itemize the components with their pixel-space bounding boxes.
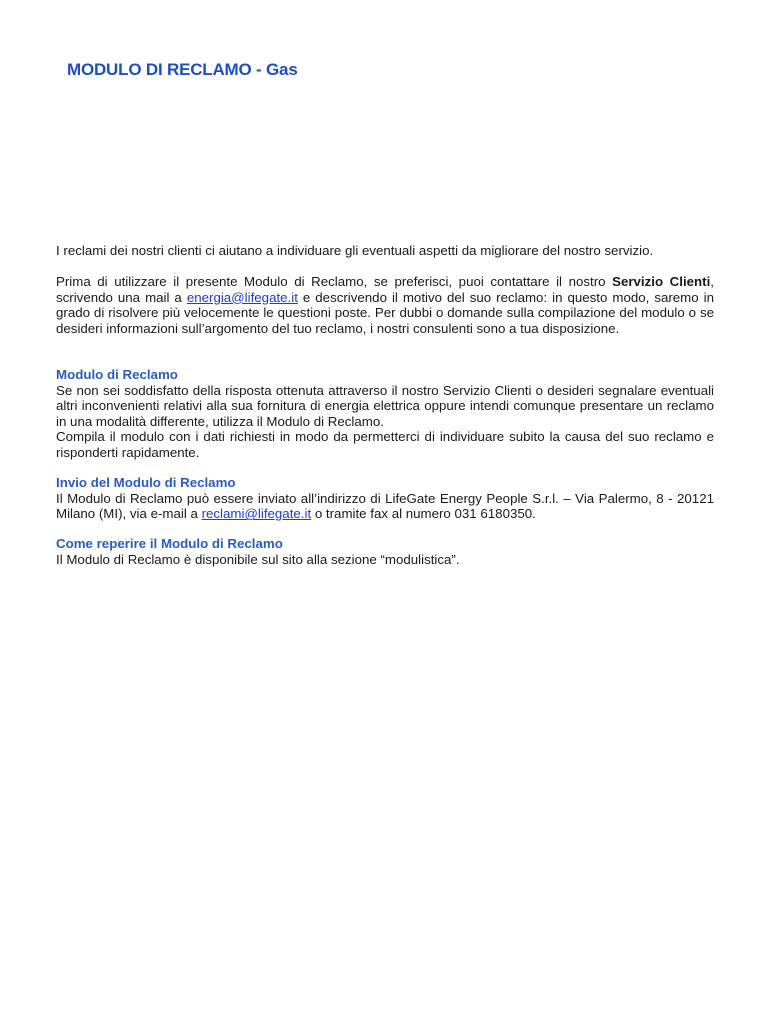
section-modulo (56, 367, 714, 461)
reclami-email-link[interactable]: reclami@lifegate.it (201, 506, 312, 522)
servizio-clienti-label: Servizio Clienti (612, 274, 711, 289)
section-reperire (56, 536, 714, 567)
section-reperire-para: Il Modulo di Reclamo è disponibile sul sito alla sezione “modulistica”. (56, 551, 460, 567)
intro-paragraph: I reclami dei nostri clienti ci aiutano a individuare gli eventuali aspetti da migliorare del nostro servizio. (56, 243, 654, 258)
page-title: MODULO DI RECLAMO - Gas (67, 60, 298, 79)
section-heading-invio: Invio del Modulo di Reclamo (56, 475, 236, 490)
section-modulo-para1: Se non sei soddisfatto della risposta ottenuta attraverso il nostro Servizio Clienti o desideri segnalare eventuali altri inconvenienti relativi alla sua fornitura di energia elettrica oppure intendi comunque presentare un reclamo in una modalità differente, utilizza il Modulo di Reclamo. (56, 382, 714, 429)
section-heading-reperire: Come reperire il Modulo di Reclamo (56, 536, 283, 551)
section-heading-modulo: Modulo di Reclamo (56, 367, 178, 382)
contact-paragraph (56, 274, 714, 336)
section-modulo-para2: Compila il modulo con i dati richiesti in modo da permetterci di individuare subito la causa del suo reclamo e risponderti rapidamente. (56, 429, 714, 460)
contact-text-1: Prima di utilizzare il presente Modulo di Reclamo, se preferisci, puoi contattare il nostro (56, 274, 613, 289)
section-invio-para (56, 491, 714, 522)
invio-text-1: Il Modulo di Reclamo può essere inviato all’indirizzo di LifeGate Energy People S.r.l. – Via Palermo, 8 - 20121 Milano (MI), via e-mail a (56, 490, 714, 522)
energia-email-link[interactable]: energia@lifegate.it (186, 289, 298, 305)
contact-text-2: , scrivendo una mail a (56, 274, 714, 305)
invio-text-2: o tramite fax al numero 031 6180350. (311, 506, 536, 522)
section-invio (56, 475, 714, 522)
contact-text-3: e descrivendo il motivo del suo reclamo: in questo modo, saremo in grado di risolvere più velocemente le questioni poste. Per dubbi o domande sulla compilazione del modulo o se desideri informazioni sull’argomento del tuo reclamo, i nostri consulenti sono a tua disposizione. (56, 289, 714, 336)
